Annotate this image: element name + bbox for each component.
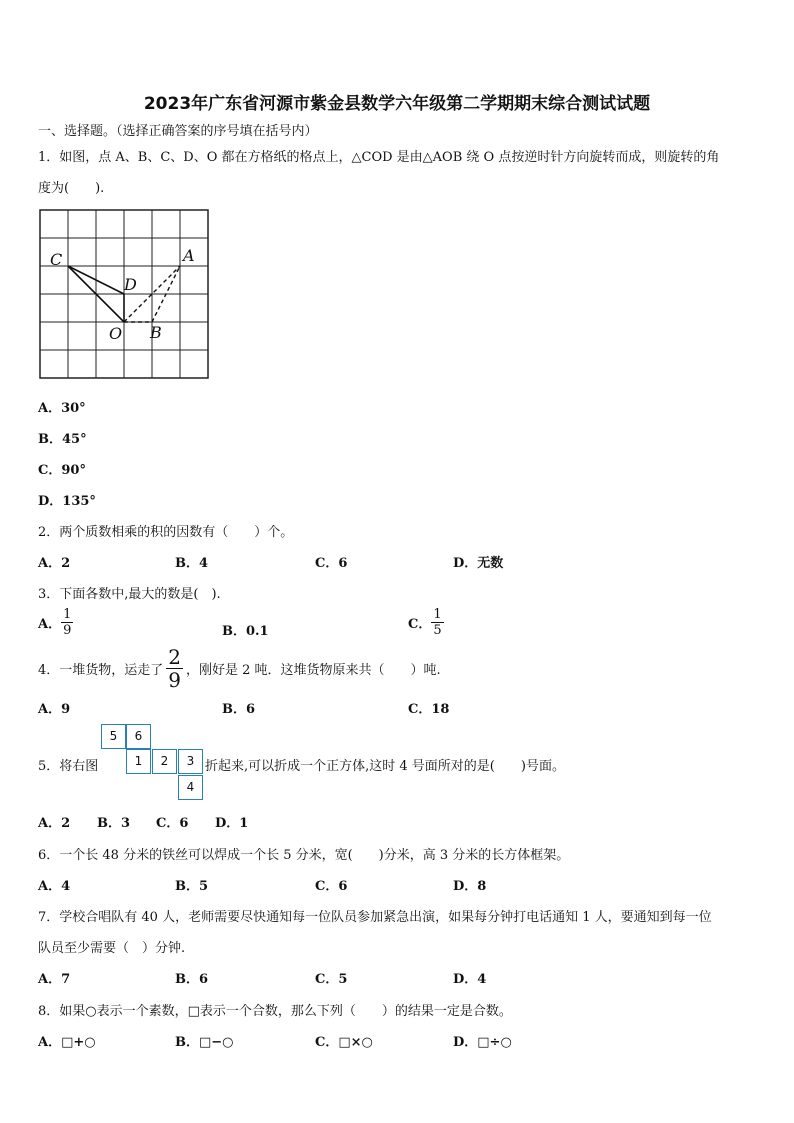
q3-option-a [38,608,73,637]
q1-option-b: B．45° [38,432,87,447]
q3-option-a-label: A． [38,617,62,632]
q1-option-c: C．90° [38,463,86,478]
q5-option-d: D．1 [215,816,249,831]
q2-option-a: A．2 [38,556,71,571]
fraction-numerator: 1 [433,607,442,622]
fraction-denominator: 9 [168,668,182,692]
question-3-text: 3．下面各数中,最大的数是( ). [38,587,221,602]
q8-option-d: D．□÷○ [453,1035,512,1050]
q6-option-b: B．5 [175,879,209,894]
fraction-one-ninth [61,608,73,637]
question-4-text [38,647,441,690]
question-1-text: 1．如图，点 A、B、C、D、O 都在方格纸的格点上，△COD 是由△AOB 绕 O 点按逆时针方向旋转而成，则旋转的角 [38,150,720,165]
q5-option-c: C．6 [156,816,189,831]
q2-option-b: B．4 [175,556,209,571]
fraction-denominator: 5 [433,623,442,638]
label-O: O [109,324,123,343]
q1-option-a: A．30° [38,401,86,416]
net-face: 6 [126,724,151,749]
q7-option-d: D．4 [453,972,487,987]
q7-option-c: C．5 [315,972,348,987]
net-face: 3 [178,749,203,774]
net-face: 1 [126,749,151,774]
label-D: D [124,275,137,294]
q1-option-d: D．135° [38,494,96,509]
fraction-one-fifth [431,608,443,637]
fraction-numerator: 2 [168,645,182,669]
q4-option-b: B．6 [222,702,256,717]
page-title: 2023年广东省河源市紫金县数学六年级第二学期期末综合测试试题 [143,94,651,114]
label-B: B [150,323,162,342]
q6-option-d: D．8 [453,879,487,894]
question-7-text-cont: 队员至少需要（ ）分钟. [38,941,186,956]
question-4-text-post: ，刚好是 2 吨．这堆货物原来共（ ）吨. [186,663,441,678]
section-heading: 一、选择题。（选择正确答案的序号填在括号内） [38,124,318,139]
q2-option-c: C．6 [315,556,348,571]
q3-option-c-label: C． [408,617,432,632]
cube-net-figure [101,724,205,801]
q8-option-b: B．□−○ [175,1035,234,1050]
net-face: 4 [178,775,203,800]
question-6-text: 6．一个长 48 分米的铁丝可以焊成一个长 5 分米，宽( )分米，高 3 分米的长方体框架。 [38,848,570,863]
question-7-text: 7．学校合唱队有 40 人，老师需要尽快通知每一位队员参加紧急出演，如果每分钟打电话通知 1 人，要通知到每一位 [38,910,712,925]
fraction-numerator: 1 [63,607,72,622]
label-C: C [50,250,63,269]
fraction-denominator: 9 [63,623,72,638]
q6-option-a: A．4 [38,879,71,894]
q3-option-c [408,608,444,637]
question-5-text-post: 折起来,可以折成一个正方体,这时 4 号面所对的是( )号面。 [205,759,565,774]
net-face: 2 [152,749,177,774]
q7-option-a: A．7 [38,972,71,987]
q8-option-a: A．□+○ [38,1035,96,1050]
question-8-text: 8．如果○表示一个素数，□表示一个合数，那么下列（ ）的结果一定是合数。 [38,1004,512,1019]
q4-option-c: C．18 [408,702,450,717]
q2-option-d: D．无数 [453,556,504,571]
q5-option-a: A．2 [38,816,71,831]
net-face: 5 [101,724,126,749]
label-A: A [183,246,195,265]
question-5-text-pre: 5．将右图 [38,759,99,774]
q3-option-b: B．0.1 [222,624,269,639]
fraction-two-ninths [166,647,183,690]
rotation-grid-figure [38,208,214,384]
q4-option-a: A．9 [38,702,71,717]
question-2-text: 2．两个质数相乘的积的因数有（ ）个。 [38,525,294,540]
question-4-text-pre: 4．一堆货物，运走了 [38,663,164,678]
q8-option-c: C．□×○ [315,1035,373,1050]
q6-option-c: C．6 [315,879,348,894]
question-1-text-cont: 度为( ). [38,181,105,196]
q7-option-b: B．6 [175,972,209,987]
q5-option-b: B．3 [97,816,131,831]
